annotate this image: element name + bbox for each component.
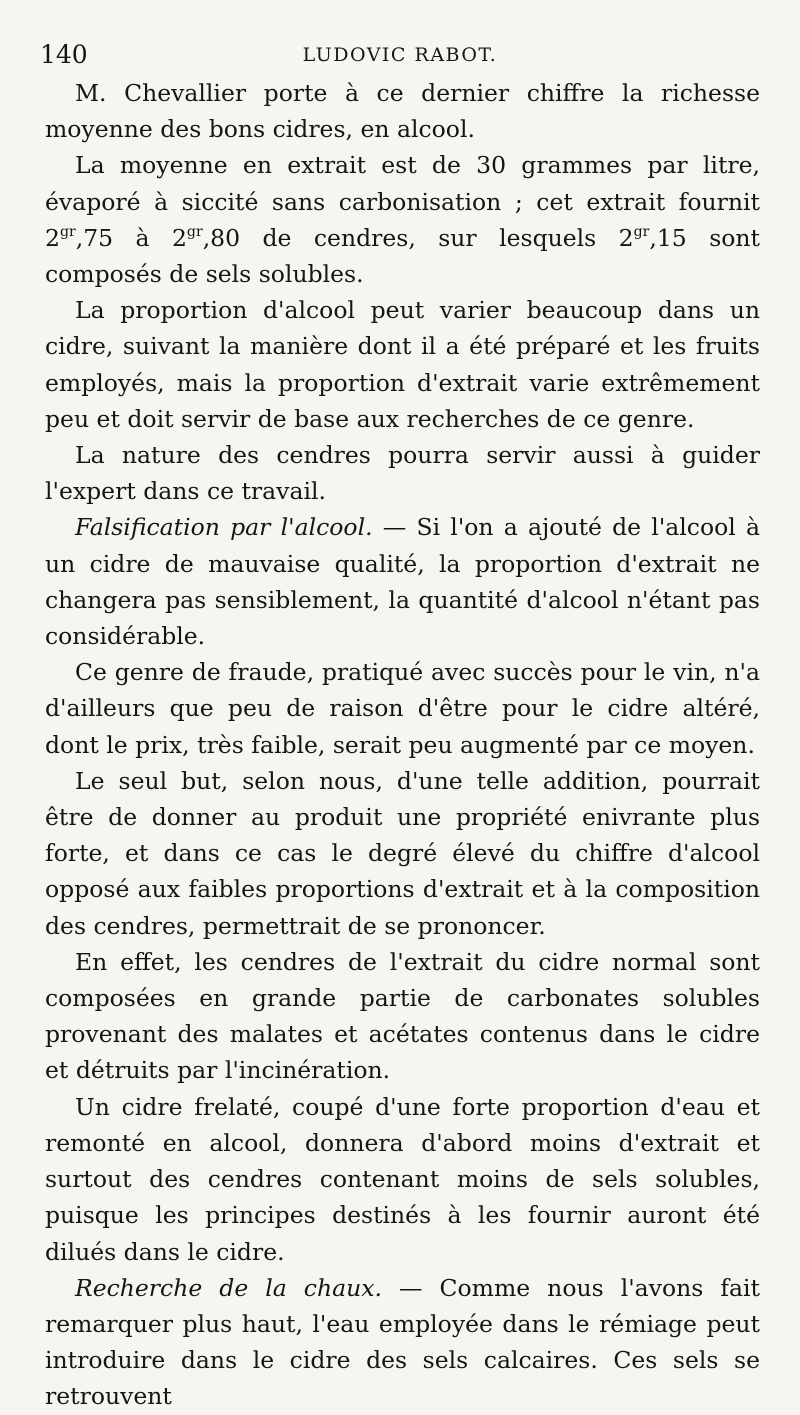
- paragraph-text: En effet, les cendres de l'extrait du cidre normal sont composées en grande partie de carbonates solubles provenant des malates et acétates contenus dans le cidre et détruits par l'incinération.: [45, 947, 760, 1085]
- unit-superscript: gr: [59, 223, 76, 240]
- paragraph: [45, 654, 760, 763]
- unit-superscript: gr: [633, 223, 650, 240]
- paragraph-text: — Comme nous l'avons fait remarquer plus haut, l'eau employée dans le rémiage peut introduire dans le cidre des sels calcaires. Ces sels se retrouvent: [45, 1273, 760, 1411]
- unit-superscript: gr: [186, 223, 203, 240]
- paragraph-text: La proportion d'alcool peut varier beaucoup dans un cidre, suivant la manière dont il a été préparé et les fruits employés, mais la proportion d'extrait varie extrêmement peu et doit servir de base aux recherches de ce genre.: [45, 296, 760, 433]
- paragraph: [45, 75, 760, 147]
- paragraph: [45, 1270, 760, 1415]
- paragraph: [45, 509, 760, 654]
- running-head: LUDOVIC RABOT.: [302, 44, 498, 66]
- page-header: [40, 37, 760, 73]
- paragraph-text: ,75 à 2: [75, 223, 187, 252]
- section-lead: Recherche de la chaux.: [75, 1273, 382, 1302]
- paragraph: [45, 292, 760, 437]
- paragraph: [45, 763, 760, 944]
- paragraph: [45, 437, 760, 509]
- paragraph-text: M. Chevallier porte à ce dernier chiffre la richesse moyenne des bons cidres, en alcool.: [45, 79, 760, 144]
- paragraph: [45, 1089, 760, 1270]
- paragraph: [45, 944, 760, 1089]
- paragraph-text: Un cidre frelaté, coupé d'une forte proportion d'eau et remonté en alcool, donnera d'abord moins d'extrait et surtout des cendres contenant moins de sels solubles, puisque les principes destinés à les fournir auront été dilués dans le cidre.: [45, 1092, 760, 1266]
- paragraph: [45, 147, 760, 292]
- paragraph-text: Ce genre de fraude, pratiqué avec succès pour le vin, n'a d'ailleurs que peu de raison d'être pour le cidre altéré, dont le prix, très faible, serait peu augmenté par ce moyen.: [45, 658, 760, 759]
- paragraph-text: ,15 sont composés de sels solubles.: [45, 223, 760, 289]
- paragraph-text: — Si l'on a ajouté de l'alcool à un cidre de mauvaise qualité, la proportion d'extrait ne changera pas sensiblement, la quantité d'alcool n'étant pas considérable.: [45, 513, 760, 651]
- section-lead: Falsification par l'alcool.: [75, 513, 373, 542]
- paragraph-text: Le seul but, selon nous, d'une telle addition, pourrait être de donner au produit une propriété enivrante plus forte, et dans ce cas le degré élevé du chiffre d'alcool opposé aux faibles proportions d'extrait et à la composition des cendres, permettrait de se prononcer.: [45, 766, 760, 940]
- body-text: [45, 75, 760, 1415]
- paragraph-text: ,80 de cendres, sur lesquels 2: [202, 223, 634, 252]
- page-number: 140: [40, 40, 88, 69]
- paragraph-text: La nature des cendres pourra servir aussi à guider l'expert dans ce travail.: [45, 441, 760, 506]
- paragraph-text: La moyenne en extrait est de 30 grammes par litre, évaporé à siccité sans carbonisation ; cet extrait fournit 2: [45, 151, 760, 252]
